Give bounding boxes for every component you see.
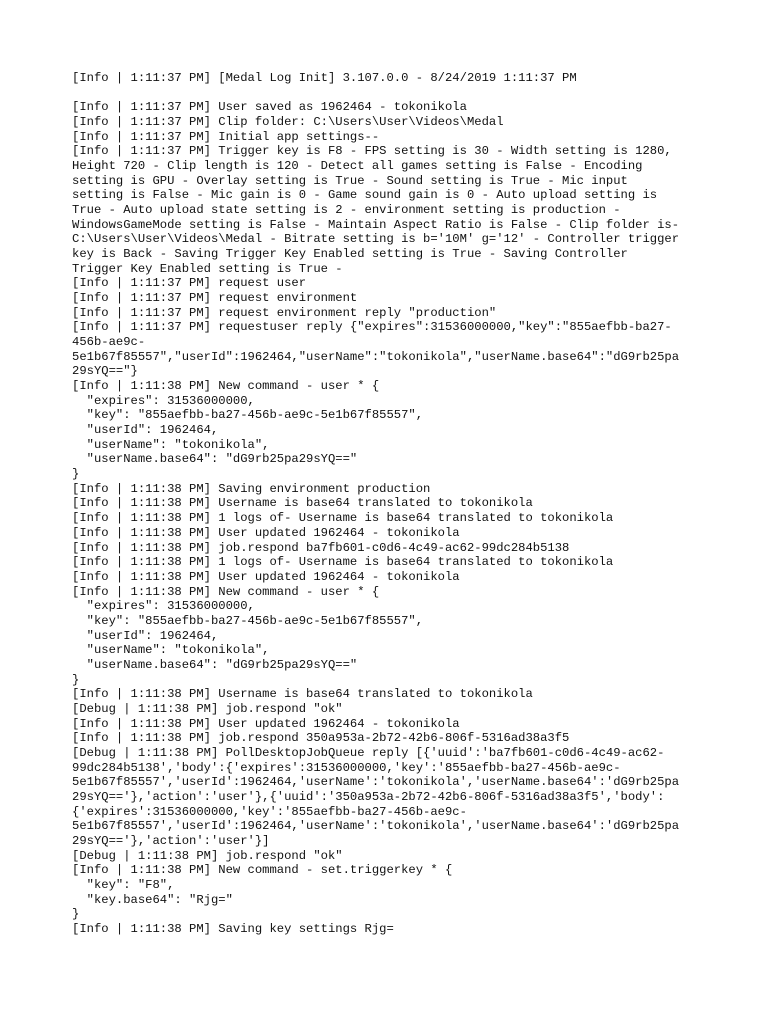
log-line: Trigger Key Enabled setting is True -: [72, 261, 343, 276]
log-line: "key": "855aefbb-ba27-456b-ae9c-5e1b67f85557",: [72, 408, 424, 423]
log-line: [Info | 1:11:38 PM] 1 logs of- Username is base64 translated to tokonikola: [72, 511, 614, 526]
log-line: [Info | 1:11:38 PM] User updated 1962464 - tokonikola: [72, 569, 460, 584]
log-line: setting is False - Mic gain is 0 - Game sound gain is 0 - Auto upload setting is: [72, 188, 658, 203]
log-line: [Debug | 1:11:38 PM] job.respond "ok": [72, 701, 343, 716]
log-line: setting is GPU - Overlay setting is True - Sound setting is True - Mic input: [72, 173, 628, 188]
log-line: "userName": "tokonikola",: [72, 437, 270, 452]
log-line: [Info | 1:11:38 PM] 1 logs of- Username is base64 translated to tokonikola: [72, 555, 614, 570]
log-line: [Debug | 1:11:38 PM] PollDesktopJobQueue reply [{'uuid':'ba7fb601-c0d6-4c49-ac62-: [72, 745, 665, 760]
log-line: [Info | 1:11:38 PM] User updated 1962464 - tokonikola: [72, 716, 460, 731]
log-line: [Info | 1:11:37 PM] request environment reply "production": [72, 305, 497, 320]
log-line: [Info | 1:11:38 PM] New command - user * {: [72, 584, 380, 599]
log-line: WindowsGameMode setting is False - Maintain Aspect Ratio is False - Clip folder is-: [72, 217, 680, 232]
log-line: "key": "855aefbb-ba27-456b-ae9c-5e1b67f85557",: [72, 613, 424, 628]
log-line: "userId": 1962464,: [72, 423, 219, 438]
log-line: [Info | 1:11:38 PM] Username is base64 translated to tokonikola: [72, 687, 533, 702]
log-line: [Info | 1:11:37 PM] Initial app settings--: [72, 129, 380, 144]
log-line: [Info | 1:11:38 PM] job.respond 350a953a-2b72-42b6-806f-5316ad38a3f5: [72, 731, 570, 746]
log-line: }: [72, 907, 80, 922]
log-line: {'expires':31536000000,'key':'855aefbb-ba27-456b-ae9c-: [72, 804, 467, 819]
log-line: 29sYQ=='},'action':'user'}]: [72, 833, 270, 848]
log-line: 5e1b67f85557','userId':1962464,'userName':'tokonikola','userName.base64':'dG9rb25pa: [72, 819, 680, 834]
log-line: [Info | 1:11:38 PM] Username is base64 translated to tokonikola: [72, 496, 533, 511]
log-line: 29sYQ=="}: [72, 364, 138, 379]
log-line: 29sYQ=='},'action':'user'},{'uuid':'350a953a-2b72-42b6-806f-5316ad38a3f5','body':: [72, 789, 665, 804]
log-line: 5e1b67f85557","userId":1962464,"userName":"tokonikola","userName.base64":"dG9rb25pa: [72, 349, 680, 364]
log-line: "userName": "tokonikola",: [72, 643, 270, 658]
log-line: "userName.base64": "dG9rb25pa29sYQ==": [72, 452, 358, 467]
log-line: Height 720 - Clip length is 120 - Detect all games setting is False - Encoding: [72, 159, 643, 174]
log-line: "key": "F8",: [72, 877, 175, 892]
log-line: [Info | 1:11:37 PM] Clip folder: C:\Users\User\Videos\Medal: [72, 115, 504, 130]
log-line: [Info | 1:11:37 PM] requestuser reply {"expires":31536000000,"key":"855aefbb-ba27-: [72, 320, 672, 335]
log-line: "expires": 31536000000,: [72, 599, 255, 614]
log-line: [Info | 1:11:38 PM] job.respond ba7fb601-c0d6-4c49-ac62-99dc284b5138: [72, 540, 570, 555]
log-line: [Info | 1:11:38 PM] User updated 1962464 - tokonikola: [72, 525, 460, 540]
log-line: }: [72, 467, 80, 482]
log-line: [Info | 1:11:38 PM] New command - set.triggerkey * {: [72, 863, 453, 878]
log-line: [Info | 1:11:38 PM] Saving key settings Rjg=: [72, 921, 394, 936]
log-line: True - Auto upload state setting is 2 - environment setting is production -: [72, 203, 621, 218]
log-line: [Info | 1:11:37 PM] request user: [72, 276, 307, 291]
log-line: 99dc284b5138','body':{'expires':31536000000,'key':'855aefbb-ba27-456b-ae9c-: [72, 760, 621, 775]
log-line: "userId": 1962464,: [72, 628, 219, 643]
log-line: key is Back - Saving Trigger Key Enabled setting is True - Saving Controller: [72, 247, 628, 262]
log-line: [Debug | 1:11:38 PM] job.respond "ok": [72, 848, 343, 863]
log-line: [Info | 1:11:37 PM] [Medal Log Init] 3.107.0.0 - 8/24/2019 1:11:37 PM: [72, 71, 577, 85]
blank-line: [72, 86, 702, 101]
log-line: "userName.base64": "dG9rb25pa29sYQ==": [72, 657, 358, 672]
log-line: 5e1b67f85557','userId':1962464,'userName':'tokonikola','userName.base64':'dG9rb25pa: [72, 775, 680, 790]
log-line: [Info | 1:11:38 PM] Saving environment production: [72, 481, 431, 496]
log-line: "expires": 31536000000,: [72, 393, 255, 408]
log-line: [Info | 1:11:37 PM] User saved as 1962464 - tokonikola: [72, 100, 467, 115]
log-document: [72, 71, 702, 937]
log-line: [Info | 1:11:37 PM] request environment: [72, 291, 358, 306]
log-line: }: [72, 672, 80, 687]
log-line: "key.base64": "Rjg=": [72, 892, 233, 907]
log-line: C:\Users\User\Videos\Medal - Bitrate setting is b='10M' g='12' - Controller trigger: [72, 232, 680, 247]
log-line: [Info | 1:11:38 PM] New command - user * {: [72, 379, 380, 394]
log-line: [Info | 1:11:37 PM] Trigger key is F8 - FPS setting is 30 - Width setting is 1280,: [72, 144, 672, 159]
log-line: 456b-ae9c-: [72, 335, 146, 350]
